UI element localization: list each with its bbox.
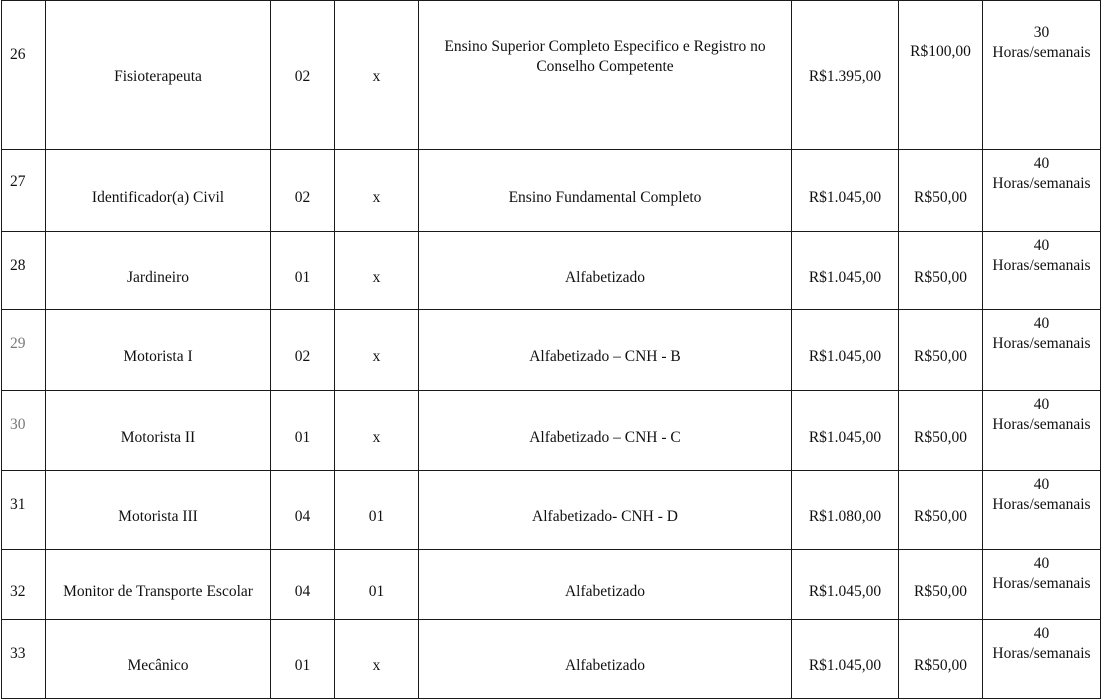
vacancies: 02	[271, 1, 335, 150]
row-number: 30	[2, 391, 46, 471]
vacancies: 02	[271, 310, 335, 391]
workload-unit: Horas/semanais	[992, 645, 1091, 662]
row-number: 29	[2, 310, 46, 391]
job-title: Monitor de Transporte Escolar	[46, 550, 271, 620]
job-title: Mecânico	[46, 620, 271, 699]
workload-unit: Horas/semanais	[992, 575, 1091, 592]
workload	[983, 550, 1101, 620]
requirement: Alfabetizado – CNH - C	[419, 391, 792, 471]
fee: R$100,00	[899, 1, 983, 150]
reserved-vacancies: x	[335, 391, 419, 471]
workload-hours: 40	[1033, 476, 1050, 493]
job-title: Identificador(a) Civil	[46, 150, 271, 232]
workload-unit: Horas/semanais	[992, 416, 1091, 433]
vacancies: 01	[271, 391, 335, 471]
row-number: 33	[2, 620, 46, 699]
fee: R$50,00	[899, 550, 983, 620]
table-row	[2, 150, 1101, 232]
row-number: 27	[2, 150, 46, 232]
workload	[983, 310, 1101, 391]
workload	[983, 1, 1101, 150]
requirement: Alfabetizado	[419, 620, 792, 699]
requirement: Ensino Fundamental Completo	[419, 150, 792, 232]
reserved-vacancies: x	[335, 620, 419, 699]
table-row	[2, 471, 1101, 550]
salary: R$1.045,00	[792, 232, 899, 310]
salary: R$1.045,00	[792, 310, 899, 391]
table-row	[2, 391, 1101, 471]
reserved-vacancies: x	[335, 150, 419, 232]
job-title: Motorista III	[46, 471, 271, 550]
salary: R$1.045,00	[792, 150, 899, 232]
vacancies: 04	[271, 471, 335, 550]
job-title: Jardineiro	[46, 232, 271, 310]
workload-hours: 40	[1033, 625, 1050, 642]
row-number: 32	[2, 550, 46, 620]
salary: R$1.080,00	[792, 471, 899, 550]
vacancies: 01	[271, 620, 335, 699]
fee: R$50,00	[899, 471, 983, 550]
reserved-vacancies: 01	[335, 550, 419, 620]
reserved-vacancies: x	[335, 232, 419, 310]
reserved-vacancies: x	[335, 310, 419, 391]
reserved-vacancies: 01	[335, 471, 419, 550]
salary: R$1.045,00	[792, 550, 899, 620]
positions-table-wrapper	[1, 0, 1100, 674]
fee: R$50,00	[899, 391, 983, 471]
salary: R$1.395,00	[792, 1, 899, 150]
job-title: Fisioterapeuta	[46, 1, 271, 150]
vacancies: 02	[271, 150, 335, 232]
workload-hours: 40	[1033, 155, 1050, 172]
row-number: 26	[2, 1, 46, 150]
fee: R$50,00	[899, 150, 983, 232]
workload-unit: Horas/semanais	[992, 44, 1091, 61]
vacancies: 04	[271, 550, 335, 620]
workload-hours: 40	[1033, 555, 1050, 572]
workload-hours: 40	[1033, 237, 1050, 254]
workload-hours: 40	[1033, 396, 1050, 413]
workload-unit: Horas/semanais	[992, 175, 1091, 192]
table-row	[2, 310, 1101, 391]
workload	[983, 620, 1101, 699]
job-title: Motorista I	[46, 310, 271, 391]
reserved-vacancies: x	[335, 1, 419, 150]
table-row	[2, 1, 1101, 150]
workload-hours: 30	[1033, 24, 1050, 41]
fee: R$50,00	[899, 232, 983, 310]
requirement: Alfabetizado	[419, 232, 792, 310]
row-number: 28	[2, 232, 46, 310]
workload-unit: Horas/semanais	[992, 496, 1091, 513]
positions-table	[1, 0, 1101, 699]
workload	[983, 391, 1101, 471]
row-number: 31	[2, 471, 46, 550]
salary: R$1.045,00	[792, 620, 899, 699]
workload	[983, 232, 1101, 310]
workload-hours: 40	[1033, 315, 1050, 332]
fee: R$50,00	[899, 310, 983, 391]
requirement: Alfabetizado – CNH - B	[419, 310, 792, 391]
workload-unit: Horas/semanais	[992, 335, 1091, 352]
vacancies: 01	[271, 232, 335, 310]
salary: R$1.045,00	[792, 391, 899, 471]
requirement: Alfabetizado- CNH - D	[419, 471, 792, 550]
table-row	[2, 232, 1101, 310]
workload	[983, 150, 1101, 232]
table-row	[2, 550, 1101, 620]
job-title: Motorista II	[46, 391, 271, 471]
requirement: Ensino Superior Completo Especifico e Registro no Conselho Competente	[419, 1, 792, 150]
requirement: Alfabetizado	[419, 550, 792, 620]
workload-unit: Horas/semanais	[992, 257, 1091, 274]
fee: R$50,00	[899, 620, 983, 699]
table-row	[2, 620, 1101, 699]
workload	[983, 471, 1101, 550]
